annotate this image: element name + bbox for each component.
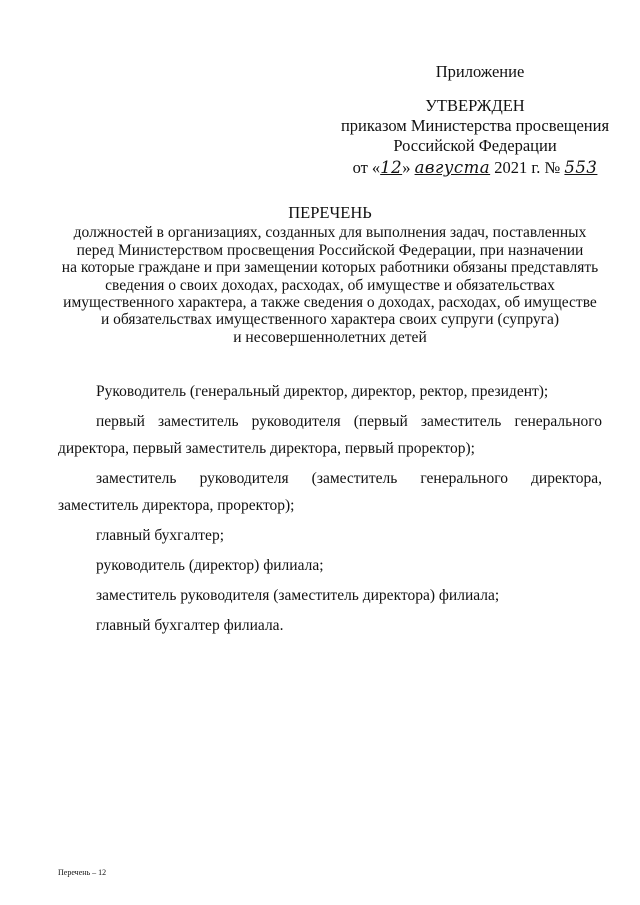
position-item: заместитель руководителя (заместитель директора) филиала;	[96, 587, 500, 604]
page-footer: Перечень – 12	[58, 868, 107, 877]
position-item: главный бухгалтер;	[96, 527, 224, 544]
position-item: первый заместитель руководителя (первый заместитель генерального директора, первый заместитель директора, первый проректор);	[58, 413, 602, 457]
title-line: и обязательствах имущественного характера своих супруги (супруга)	[100, 311, 560, 329]
approval-stamp	[330, 62, 620, 178]
position-item: заместитель руководителя (заместитель генерального директора, заместитель директора, проректор);	[58, 470, 602, 514]
order-date-number	[330, 158, 620, 178]
title-line: и несовершеннолетних детей	[233, 328, 427, 346]
title-line: сведения о своих доходах, расходах, об имуществе и обязательствах	[105, 276, 555, 294]
approval-order-line1: приказом Министерства просвещения	[340, 116, 610, 135]
order-day-handwritten: 12	[380, 158, 403, 177]
order-prefix: от «	[352, 158, 381, 177]
title-heading: ПЕРЕЧЕНЬ	[288, 203, 372, 222]
title-line: имущественного характера, а также сведения о доходах, расходах, об имуществе	[63, 294, 597, 312]
approved-label: УТВЕРЖДЕН	[425, 96, 525, 115]
title-line: на которые граждане и при замещении которых работники обязаны представлять	[61, 259, 599, 277]
approval-order-line2: Российской Федерации	[393, 136, 557, 155]
title-line: перед Министерством просвещения Российской Федерации, при назначении	[76, 241, 584, 259]
order-month-handwritten: августа	[414, 158, 491, 177]
order-mid: »	[402, 158, 415, 177]
order-year: 2021 г. №	[490, 158, 565, 177]
position-item: главный бухгалтер филиала.	[96, 617, 284, 634]
order-number-handwritten: 553	[564, 158, 598, 177]
position-item: Руководитель (генеральный директор, директор, ректор, президент);	[96, 383, 549, 400]
positions-list	[58, 378, 602, 639]
appendix-label: Приложение	[435, 62, 525, 81]
position-item: руководитель (директор) филиала;	[96, 557, 324, 574]
document-title	[48, 204, 612, 346]
title-line: должностей в организациях, созданных для выполнения задач, поставленных	[73, 224, 587, 242]
